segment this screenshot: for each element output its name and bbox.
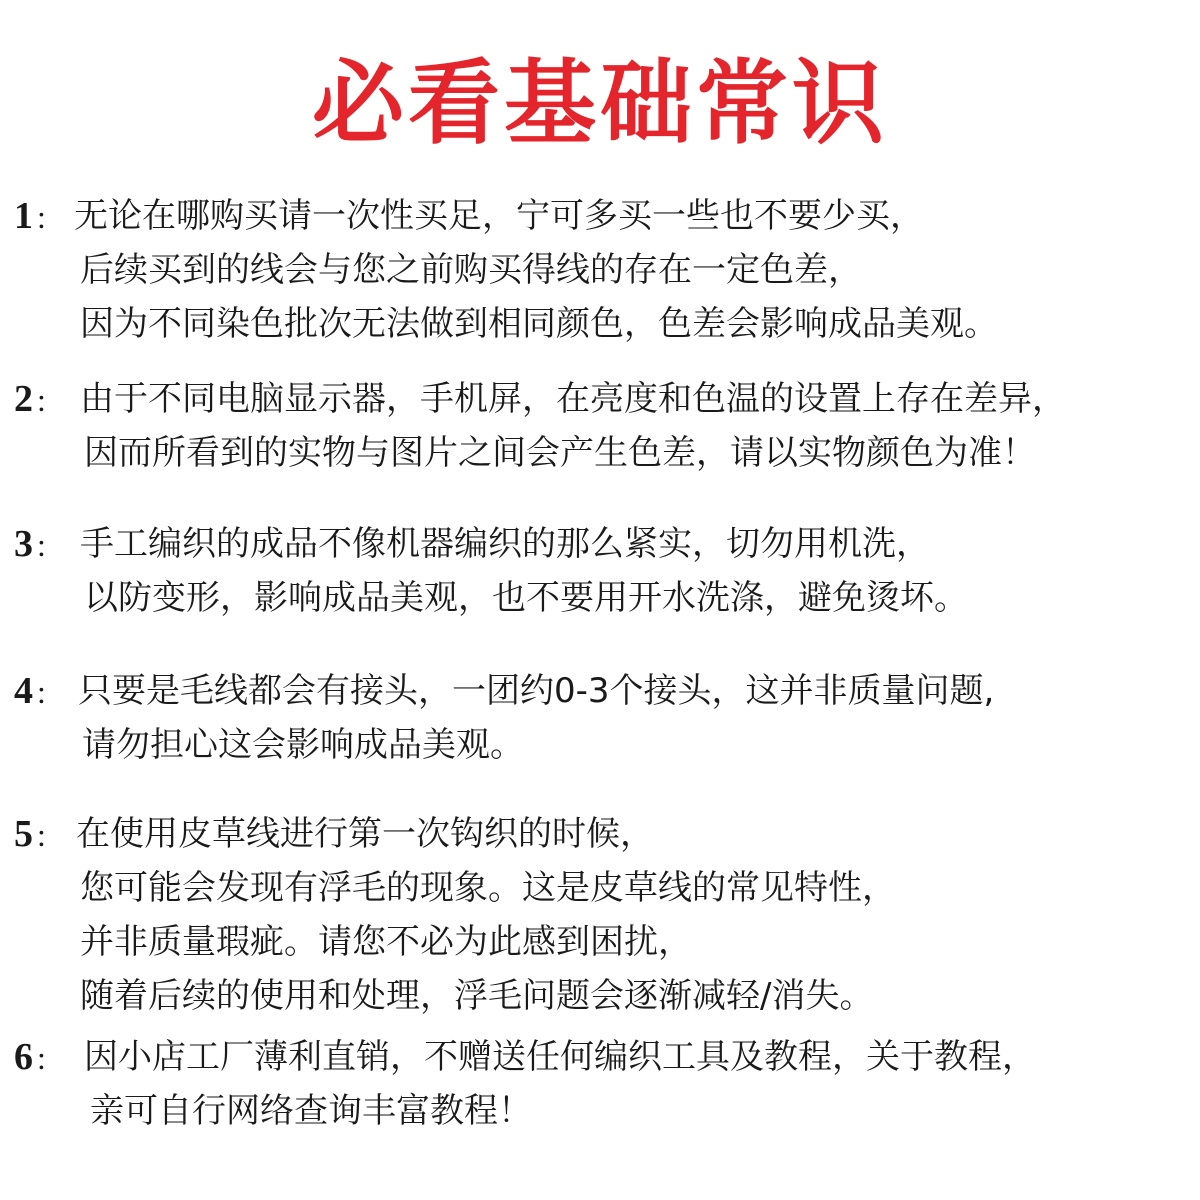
notice-number-value: 5	[14, 813, 33, 855]
notice-number-colon: :	[37, 199, 46, 235]
notice-number	[14, 190, 46, 243]
notice-line: 无论在哪购买请一次性买足，宁可多买一些也不要少买，	[74, 196, 924, 236]
notice-line: 在使用皮草线进行第一次钩织的时候，	[76, 814, 654, 854]
notice-line: 只要是毛线都会有接头，一团约0-3个接头，这并非质量问题,	[78, 671, 995, 711]
notice-number-value: 6	[14, 1036, 33, 1078]
notice-line: 后续买到的线会与您之前购买得线的存在一定色差，	[80, 250, 862, 290]
notice-line: 因小店工厂薄利直销，不赠送任何编织工具及教程，关于教程，	[84, 1037, 1036, 1077]
notice-number-colon: :	[37, 382, 46, 418]
notice-line: 亲可自行网络查询丰富教程！	[90, 1091, 532, 1131]
notice-line: 并非质量瑕疵。请您不必为此感到困扰，	[80, 922, 692, 962]
notice-line: 请勿担心这会影响成品美观。	[82, 725, 524, 765]
notice-number-colon: :	[37, 527, 46, 563]
notice-line: 手工编织的成品不像机器编织的那么紧实，切勿用机洗，	[80, 524, 930, 564]
notice-number	[14, 1031, 46, 1084]
notice-line: 随着后续的使用和处理，浮毛问题会逐渐减轻/消失。	[80, 976, 874, 1016]
notice-line: 因为不同染色批次无法做到相同颜色，色差会影响成品美观。	[80, 304, 998, 344]
notice-number-value: 4	[14, 670, 33, 712]
notice-line: 您可能会发现有浮毛的现象。这是皮草线的常见特性，	[80, 868, 896, 908]
notice-number-value: 1	[14, 195, 33, 237]
notice-number	[14, 373, 46, 426]
page-title: 必看基础常识	[311, 50, 888, 157]
notice-number-value: 3	[14, 523, 33, 565]
notice-number-colon: :	[37, 674, 46, 710]
notice-number	[14, 518, 46, 571]
notice-number-colon: :	[37, 817, 46, 853]
notice-line: 因而所看到的实物与图片之间会产生色差，请以实物颜色为准！	[84, 433, 1036, 473]
notice-number	[14, 665, 46, 718]
notice-number-colon: :	[37, 1040, 46, 1076]
notice-line: 以防变形，影响成品美观，也不要用开水洗涤，避免烫坏。	[84, 578, 968, 618]
notice-number-value: 2	[14, 378, 33, 420]
notice-number	[14, 808, 46, 861]
notice-line: 由于不同电脑显示器，手机屏，在亮度和色温的设置上存在差异，	[80, 379, 1066, 419]
